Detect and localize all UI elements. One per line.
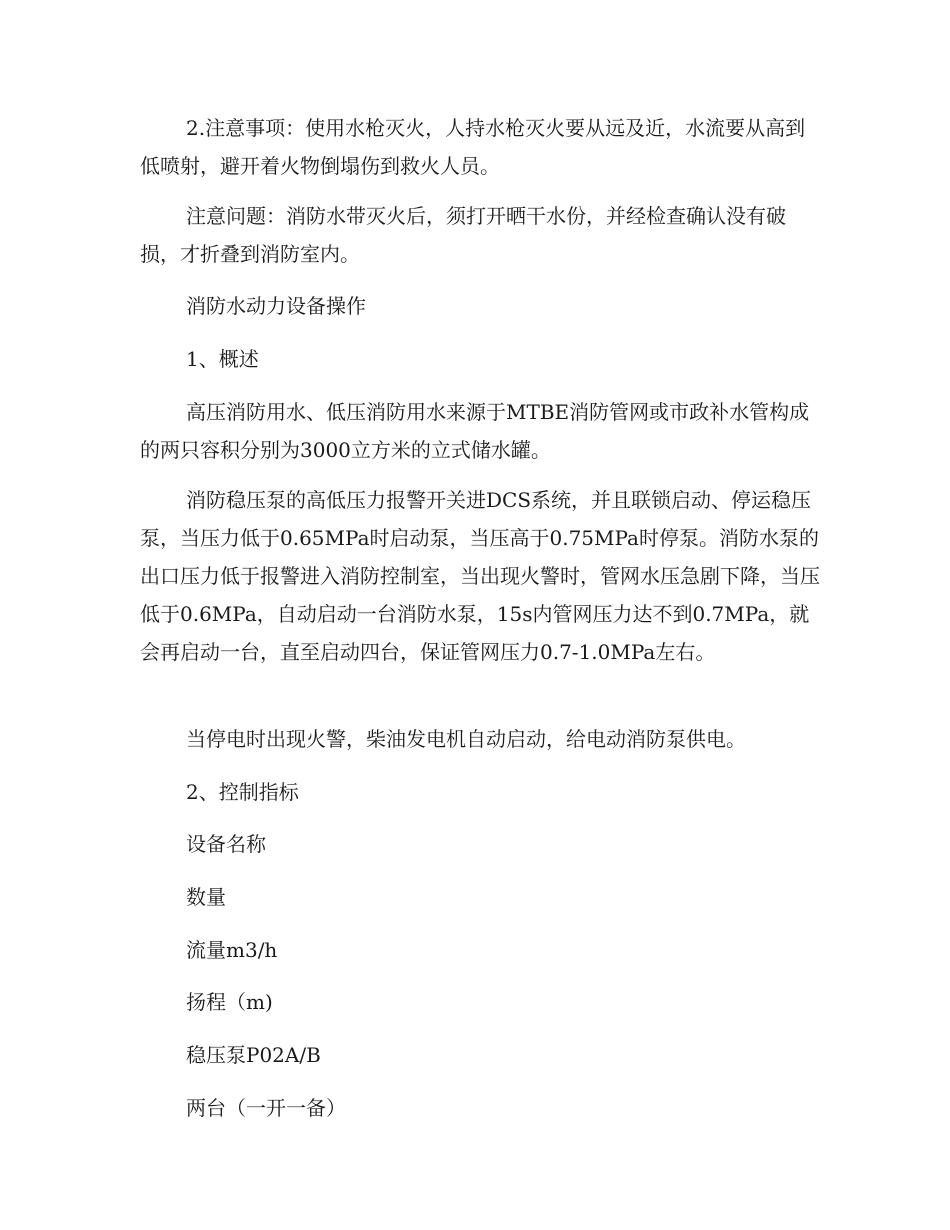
paragraph-water-source: 高压消防用水、低压消防用水来源于MTBE消防管网或市政补水管构成的两只容积分别为3000立方米的立式储水罐。: [140, 400, 810, 462]
paragraph-power-outage: 当停电时出现火警，柴油发电机自动启动，给电动消防泵供电。: [186, 727, 746, 751]
paragraph-precautions: 2.注意事项：使用水枪灭火，人持水枪灭火要从远及近，水流要从高到低喷射，避开着火物倒塌伤到救火人员。: [140, 116, 806, 178]
section-heading-control-indicators: 2、控制指标: [186, 780, 299, 804]
table-cell-equipment-name: 设备名称: [186, 832, 266, 856]
table-cell-quantity: 数量: [186, 885, 226, 909]
section-heading-fire-water-equipment: 消防水动力设备操作: [186, 294, 366, 318]
paragraph-attention-issues: 注意问题：消防水带灭火后，须打开晒干水份，并经检查确认没有破损，才折叠到消防室内。: [140, 204, 786, 266]
table-cell-two-units: 两台（一开一备）: [186, 1096, 346, 1120]
table-cell-stabilizer-pump: 稳压泵P02A/B: [186, 1043, 321, 1067]
paragraph-pump-control: 消防稳压泵的高低压力报警开关进DCS系统，并且联锁启动、停运稳压泵，当压力低于0.65MPa时启动泵，当压高于0.75MPa时停泵。消防水泵的出口压力低于报警进入消防控制室，当出现火警时，管网水压急剧下降，当压低于0.6MPa，自动启动一台消防水泵，15s内管网压力达不到0.7MPa，就会再启动一台，直至启动四台，保证管网压力0.7-1.0MPa左右。: [140, 488, 820, 664]
section-heading-overview: 1、概述: [186, 347, 259, 371]
table-cell-flow-rate: 流量m3/h: [186, 938, 278, 962]
table-cell-head: 扬程（m): [186, 990, 273, 1014]
